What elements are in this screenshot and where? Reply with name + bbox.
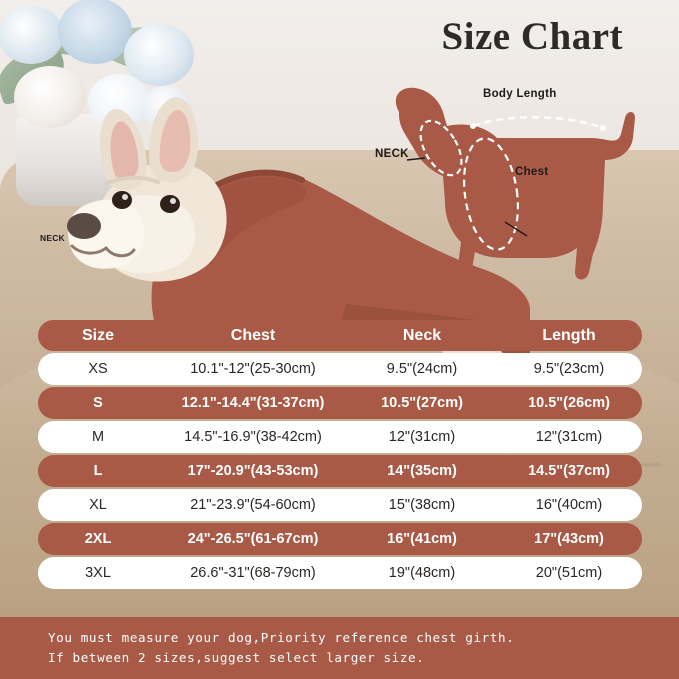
cell-length: 20"(51cm)	[535, 565, 603, 581]
table-row	[38, 387, 642, 419]
body-length-label: Body Length	[483, 88, 557, 100]
cell-neck: 10.5"(27cm)	[381, 395, 463, 411]
measurement-diagram	[355, 72, 655, 302]
cell-size: S	[93, 395, 103, 411]
dog-silhouette-icon	[355, 72, 655, 302]
header-neck: Neck	[402, 326, 442, 344]
cell-chest: 24"-26.5"(61-67cm)	[187, 531, 319, 547]
table-row	[38, 489, 642, 521]
footer-line-2: If between 2 sizes,suggest select larger size.	[48, 650, 425, 665]
cell-length: 10.5"(26cm)	[528, 395, 610, 411]
table-row	[38, 353, 642, 385]
photo-neck-tag: NECK	[40, 233, 65, 243]
neck-label: NECK	[375, 148, 409, 160]
cell-neck: 12"(31cm)	[388, 429, 456, 445]
table-row	[38, 523, 642, 555]
cell-neck: 19"(48cm)	[388, 565, 456, 581]
table-row	[38, 455, 642, 487]
cell-length: 14.5"(37cm)	[528, 463, 610, 479]
cell-neck: 14"(35cm)	[387, 463, 457, 479]
page-title: Size Chart	[441, 15, 623, 58]
header-length: Length	[542, 326, 596, 344]
cell-length: 9.5"(23cm)	[533, 361, 605, 377]
cell-neck: 16"(41cm)	[387, 531, 457, 547]
footer-note	[0, 617, 679, 679]
cell-neck: 9.5"(24cm)	[386, 361, 458, 377]
cell-chest: 10.1"-12"(25-30cm)	[190, 361, 316, 377]
cell-size: XS	[88, 361, 108, 377]
cell-chest: 14.5"-16.9"(38-42cm)	[184, 429, 322, 445]
table-row	[38, 421, 642, 453]
cell-size: 3XL	[85, 565, 111, 581]
table-header-row	[38, 320, 642, 351]
cell-neck: 15"(38cm)	[388, 497, 456, 513]
footer-line-1: You must measure your dog,Priority reference chest girth.	[48, 630, 515, 646]
size-table	[38, 320, 642, 591]
cell-chest: 26.6"-31"(68-79cm)	[190, 565, 316, 581]
cell-chest: 12.1"-14.4"(31-37cm)	[181, 395, 325, 411]
cell-chest: 17"-20.9"(43-53cm)	[187, 463, 319, 479]
chest-label: Chest	[515, 166, 549, 178]
cell-chest: 21"-23.9"(54-60cm)	[190, 497, 316, 513]
cell-length: 12"(31cm)	[535, 429, 603, 445]
header-chest: Chest	[230, 326, 276, 344]
cell-size: L	[93, 463, 103, 479]
cell-size: M	[91, 429, 105, 445]
table-row	[38, 557, 642, 589]
cell-length: 16"(40cm)	[535, 497, 603, 513]
cell-size: 2XL	[84, 531, 112, 547]
header-size: Size	[81, 326, 114, 344]
cell-length: 17"(43cm)	[534, 531, 604, 547]
cell-size: XL	[89, 497, 107, 513]
